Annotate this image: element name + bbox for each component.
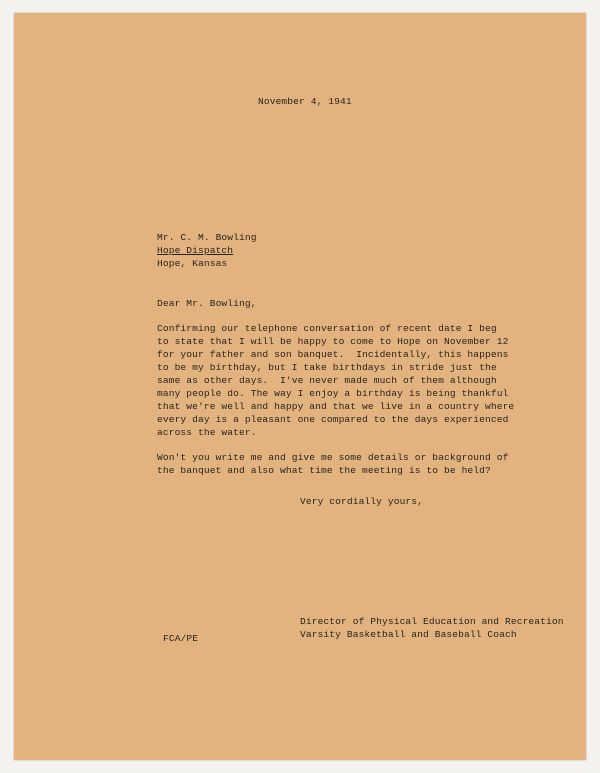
signature-title-line: Varsity Basketball and Baseball Coach (300, 629, 517, 640)
recipient-location: Hope, Kansas (157, 258, 228, 269)
salutation: Dear Mr. Bowling, (157, 298, 257, 309)
body-line: that we're well and happy and that we live in a country where (157, 401, 515, 412)
body-line: across the water. (157, 427, 257, 438)
body-line: Won't you write me and give me some details or background of (157, 452, 509, 463)
body-line: many people do. The way I enjoy a birthday is being thankful (157, 388, 509, 399)
body-line: the banquet and also what time the meeting is to be held? (157, 465, 491, 476)
body-line: to state that I will be happy to come to Hope on November 12 (157, 336, 509, 347)
recipient-name: Mr. C. M. Bowling (157, 232, 257, 243)
body-line: to be my birthday, but I take birthdays in stride just the (157, 362, 497, 373)
signature-title-line: Director of Physical Education and Recreation (300, 616, 564, 627)
recipient-organization: Hope Dispatch (157, 245, 234, 256)
body-line: for your father and son banquet. Incidentally, this happens (157, 349, 509, 360)
letter-date: November 4, 1941 (258, 96, 352, 107)
typist-initials: FCA/PE (163, 633, 199, 644)
body-line: every day is a pleasant one compared to the days experienced (157, 414, 509, 425)
closing: Very cordially yours, (300, 496, 424, 507)
body-line: same as other days. I've never made much of them although (157, 375, 497, 386)
body-line: Confirming our telephone conversation of recent date I beg (157, 323, 497, 334)
